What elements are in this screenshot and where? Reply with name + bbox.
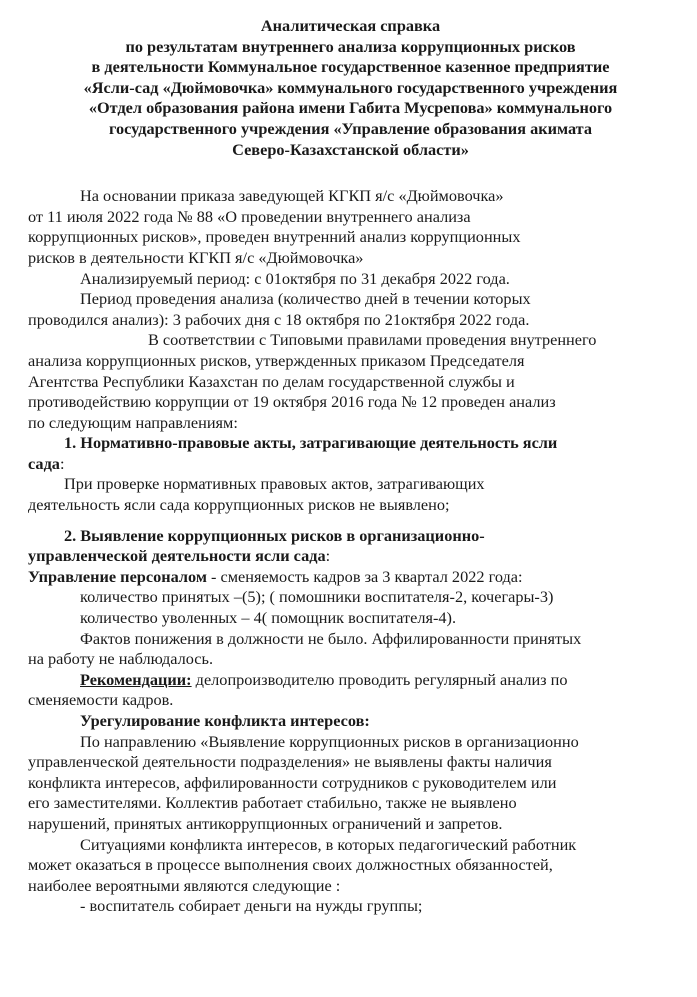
conflict-line: конфликта интересов, аффилированности сотрудников с руководителем или bbox=[28, 772, 557, 792]
conflict-line: По направлению «Выявление коррупционных рисков в организационно bbox=[80, 731, 579, 751]
intro-line: На основании приказа заведующей КГКП я/с «Дюймовочка» bbox=[80, 186, 504, 206]
recommendation-text: делопроизводителю проводить регулярный анализ по bbox=[191, 669, 568, 689]
title-line: «Отдел образования района имени Габита Мусрепова» коммунального bbox=[88, 98, 613, 118]
intro-line: рисков в деятельности КГКП я/с «Дюймовочка» bbox=[28, 247, 364, 267]
duration-paragraph bbox=[28, 289, 673, 330]
basis-line: по следующим направлениям: bbox=[28, 412, 238, 432]
spacer bbox=[28, 516, 673, 526]
duration-line: Период проведения анализа (количество дней в течении которых bbox=[80, 289, 531, 309]
basis-line: анализа коррупционных рисков, утвержденных приказом Председателя bbox=[28, 350, 525, 370]
analysis-period: Анализируемый период: с 01октября по 31 декабря 2022 года. bbox=[80, 268, 510, 288]
hired-count: количество принятых –(5); ( помошники воспитателя-2, кочегары-3) bbox=[80, 587, 554, 607]
section-2 bbox=[28, 526, 673, 917]
basis-line: В соответствии с Типовыми правилами проведения внутреннего bbox=[148, 330, 597, 350]
section-1-heading-colon: : bbox=[59, 453, 65, 473]
basis-line: Агентства Республики Казахстан по делам государственной службы и bbox=[28, 371, 515, 391]
personnel-text: - сменяемость кадров за 3 квартал 2022 года: bbox=[206, 566, 523, 586]
facts-line: на работу не наблюдалось. bbox=[28, 649, 214, 669]
recommendation-line bbox=[28, 670, 673, 691]
personnel-label: Управление персоналом bbox=[28, 566, 207, 586]
section-2-heading: 2. Выявление коррупционных рисков в организационно- bbox=[64, 525, 485, 545]
conflict-line: управленческой деятельности подразделения» не выявлены факты наличия bbox=[28, 752, 552, 772]
personnel-line bbox=[28, 567, 673, 588]
section-1-text: деятельность ясли сада коррупционных рисков не выявлено; bbox=[28, 495, 450, 515]
title-line: Северо-Казахстанской области» bbox=[232, 139, 469, 159]
section-1-heading: 1. Нормативно-правовые акты, затрагивающие деятельность ясли bbox=[64, 433, 558, 453]
recommendation-line: сменяемости кадров. bbox=[28, 690, 174, 710]
intro-line: от 11 июля 2022 года № 88 «О проведении внутреннего анализа bbox=[28, 206, 471, 226]
section-1-heading-word: сада bbox=[28, 453, 60, 473]
section-1 bbox=[28, 433, 673, 515]
conflict-heading: Урегулирование конфликта интересов: bbox=[80, 711, 370, 730]
intro-paragraph bbox=[28, 186, 673, 268]
title-line: Аналитическая справка bbox=[260, 16, 441, 35]
situations-line: может оказаться в процессе выполнения своих должностных обязанностей, bbox=[28, 855, 553, 875]
title-line: по результатам внутреннего анализа коррупционных рисков bbox=[125, 36, 576, 56]
basis-paragraph bbox=[28, 330, 673, 433]
intro-line: коррупционных рисков», проведен внутренний анализ коррупционных bbox=[28, 227, 521, 247]
conflict-line: его заместителями. Коллектив работает стабильно, также не выявлено bbox=[28, 793, 517, 813]
title-line: «Ясли-сад «Дюймовочка» коммунального государственного учреждения bbox=[83, 77, 618, 97]
document-title bbox=[28, 16, 673, 160]
title-line: в деятельности Коммунальное государственное казенное предприятие bbox=[91, 57, 610, 77]
facts-line: Фактов понижения в должности не было. Аффилированности принятых bbox=[80, 628, 582, 648]
conflict-line: нарушений, принятых антикоррупционных ограничений и запретов. bbox=[28, 813, 503, 833]
situations-line: Ситуациями конфликта интересов, в которых педагогический работник bbox=[80, 834, 577, 854]
recommendation-label: Рекомендации: bbox=[80, 669, 192, 689]
section-2-heading-colon: : bbox=[325, 546, 331, 566]
bullet-item: - воспитатель собирает деньги на нужды группы; bbox=[80, 896, 423, 916]
section-2-heading-text: управленческой деятельности ясли сада bbox=[28, 546, 326, 566]
situations-line: наиболее вероятными являются следующие : bbox=[28, 875, 341, 895]
section-1-heading-end bbox=[28, 454, 673, 475]
basis-line: противодействию коррупции от 19 октября 2016 года № 12 проведен анализ bbox=[28, 392, 556, 412]
fired-count: количество уволенных – 4( помощник воспитателя-4). bbox=[80, 608, 457, 628]
duration-line: проводился анализ): 3 рабочих дня с 18 октября по 21октября 2022 года. bbox=[28, 309, 530, 329]
section-1-text: При проверке нормативных правовых актов, затрагивающих bbox=[64, 474, 485, 494]
title-line: государственного учреждения «Управление образования акимата bbox=[108, 118, 593, 138]
section-2-heading-end bbox=[28, 546, 673, 567]
